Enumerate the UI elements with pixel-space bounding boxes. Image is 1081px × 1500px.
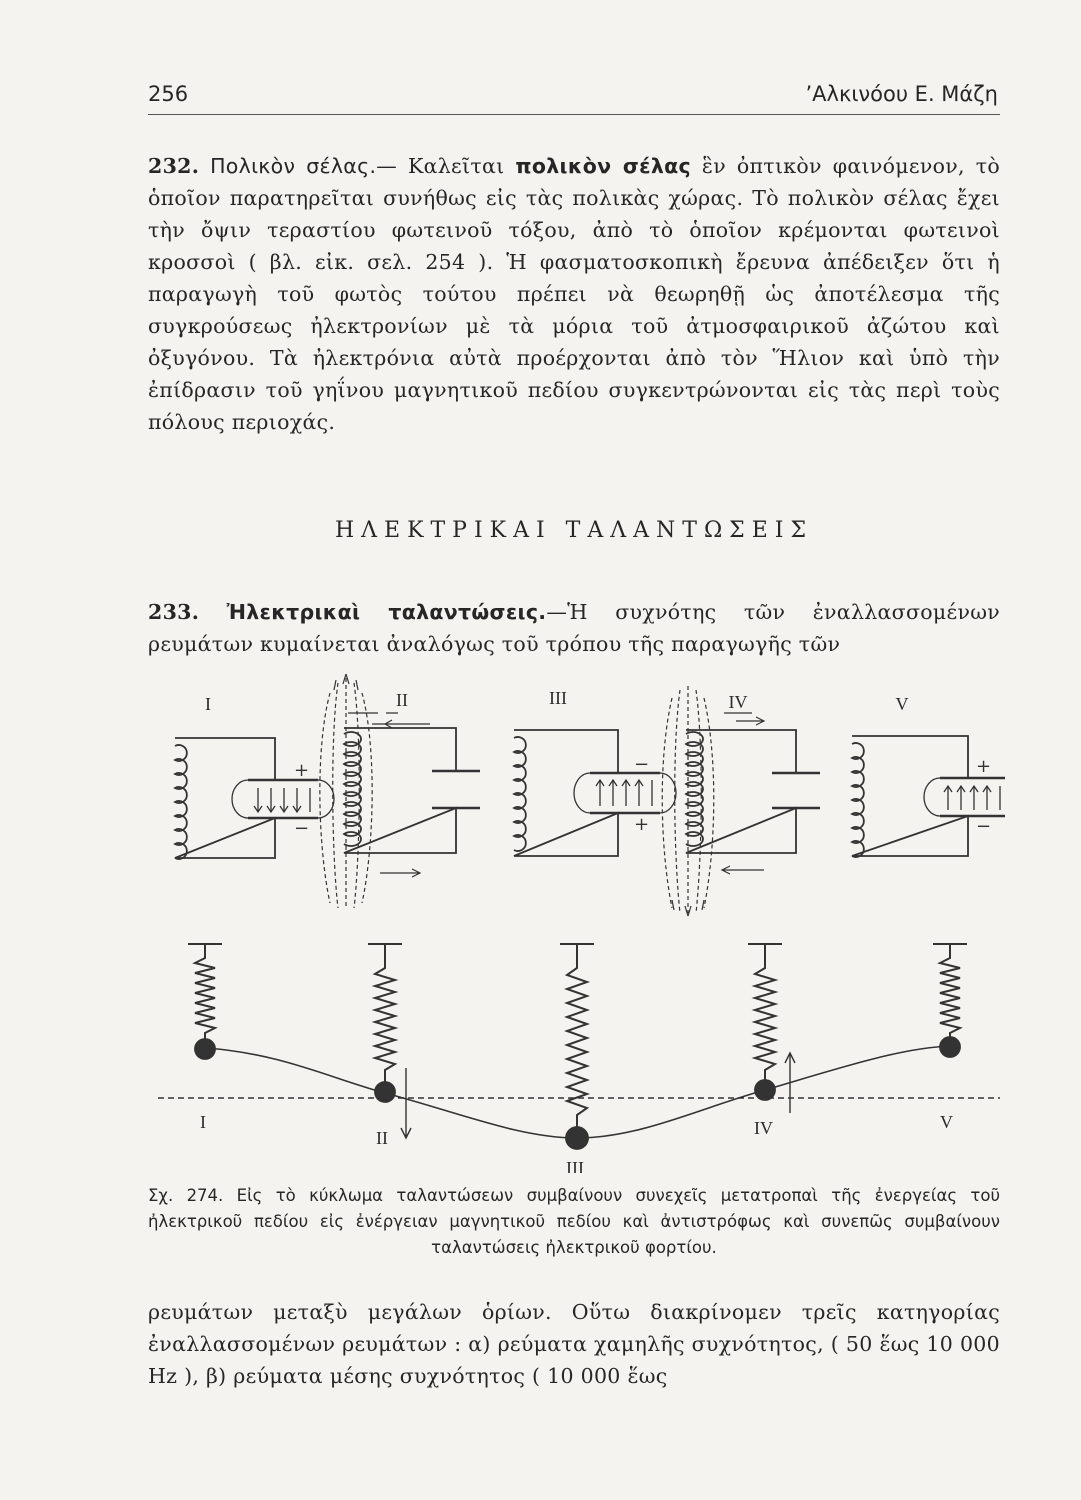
page-number: 256 (148, 82, 189, 106)
mass-2 (375, 1082, 395, 1102)
figure-274 (140, 668, 1010, 1173)
capacitor-4 (772, 773, 820, 808)
coil-1 (175, 745, 187, 859)
circuit-label-4: IV (728, 692, 748, 712)
capacitor-2 (432, 771, 480, 808)
mass-4 (755, 1080, 775, 1100)
spring-label-1: I (200, 1112, 206, 1132)
section-heading: ΗΛΕΚΤΡΙΚΑΙ ΤΑΛΑΝΤΩΣΕΙΣ (334, 518, 814, 543)
minus-sign-1: − (294, 818, 310, 839)
section-number-232: 232. (148, 154, 200, 178)
section-title-232: Πολικὸν σέλας. (210, 154, 377, 178)
spring-4 (748, 944, 795, 1138)
circuit-label-3: III (549, 688, 567, 708)
section-title-233: Ἠλεκτρικαὶ ταλαντώσεις. (226, 600, 547, 624)
mass-3 (566, 1127, 588, 1149)
plus-sign-5: + (976, 756, 992, 777)
paragraph-continuation: ρευμάτων μεταξὺ μεγάλων ὁρίων. Οὕτω διακρίνομεν τρεῖς κατηγορίας ἐναλλασσομένων ρευμάτων : α) ρεύματα χαμηλῆς συχνότητος, ( 50 ἕως 10 000 Hz ), β) ρεύματα μέσης συχνότητος ( 10 000 ἕως (148, 1300, 1000, 1388)
circuit-1 (175, 694, 334, 859)
minus-sign-5: − (976, 816, 992, 837)
coil-3 (514, 737, 526, 851)
circuit-4 (662, 686, 820, 916)
spring-label-5: V (940, 1112, 953, 1132)
spring-oscillation-diagram (158, 944, 1000, 1173)
spring-label-3: III (566, 1158, 584, 1173)
term-polar-aurora: πολικὸν σέλας (515, 154, 691, 178)
circuit-label-5: V (895, 694, 909, 714)
paragraph-233 (148, 596, 1000, 660)
circuit-2 (320, 674, 480, 908)
spring-2 (368, 944, 411, 1148)
circuit-label-2: II (396, 690, 408, 710)
mass-1 (195, 1039, 215, 1059)
spring-3 (560, 944, 594, 1173)
plus-sign-3: + (634, 814, 650, 835)
spring-label-2: II (376, 1128, 388, 1148)
circuit-label-1: I (205, 694, 211, 714)
plus-sign-1: + (294, 760, 310, 781)
magnetic-field-lines-4 (662, 686, 714, 913)
spring-5 (933, 944, 967, 1132)
page-header (148, 78, 1000, 115)
spring-label-4: IV (754, 1118, 773, 1138)
running-head-author: ’Αλκινόου Ε. Μάζη (805, 82, 998, 106)
figure-caption: Σχ. 274. Εἰς τὸ κύκλωμα ταλαντώσεων συμβαίνουν συνεχεῖς μετατροπαὶ τῆς ἐνεργείας τοῦ ἠλεκτρικοῦ πεδίου εἰς ἐνέργειαν μαγνητικοῦ πεδίου καὶ ἀντιστρόφως καὶ συνεπῶς συμβαίνουν ταλαντώσεις ἠλεκτρικοῦ φορτίου. (148, 1186, 1000, 1257)
spring-1 (188, 944, 222, 1132)
minus-sign-3: − (634, 754, 650, 775)
circuit-5 (852, 694, 1005, 857)
mass-5 (940, 1037, 960, 1057)
section-232-dash: — Καλεῖται (376, 154, 516, 178)
coil-5 (852, 743, 864, 857)
section-232-text: ἓν ὀπτικὸν φαινόμενον, τὸ ὁποῖον παρατηρεῖται συνήθως εἰς τὰς πολικὰς χώρας. Τὸ πολικὸν σέλας ἔχει τὴν ὄψιν τεραστίου φωτεινοῦ τόξου, ἀπὸ τὸ ὁποῖον κρέμονται φωτεινοὶ κροσσοὶ ( βλ. εἰκ. σελ. 254 ). Ἡ φασματοσκοπικὴ ἔρευνα ἀπέδειξεν ὅτι ἡ παραγωγὴ τοῦ φωτὸς τούτου πρέπει νὰ θεωρηθῇ ὡς ἀποτέλεσμα τῆς συγκρούσεως ἠλεκτρονίων μὲ τὰ μόρια τοῦ ἀτμοσφαιρικοῦ ἀζώτου καὶ ὀξυγόνου. Τὰ ἠλεκτρόνια αὐτὰ προέρχονται ἀπὸ τὸν Ἥλιον καὶ ὑπὸ τὴν ἐπίδρασιν τοῦ γηΐνου μαγνητικοῦ πεδίου συγκεντρώνονται εἰς τὰς περὶ τοὺς πόλους περιοχάς. (148, 154, 1001, 434)
section-233-text: —Ἡ συχνότης τῶν ἐναλλασσομένων ρευμάτων κυμαίνεται ἀναλόγως τοῦ τρόπου τῆς παραγωγῆς τῶν (148, 600, 1000, 656)
circuit-3 (514, 688, 676, 856)
section-number-233: 233. (148, 600, 200, 624)
capacitor-5 (940, 778, 1005, 816)
paragraph-232 (148, 150, 1000, 438)
